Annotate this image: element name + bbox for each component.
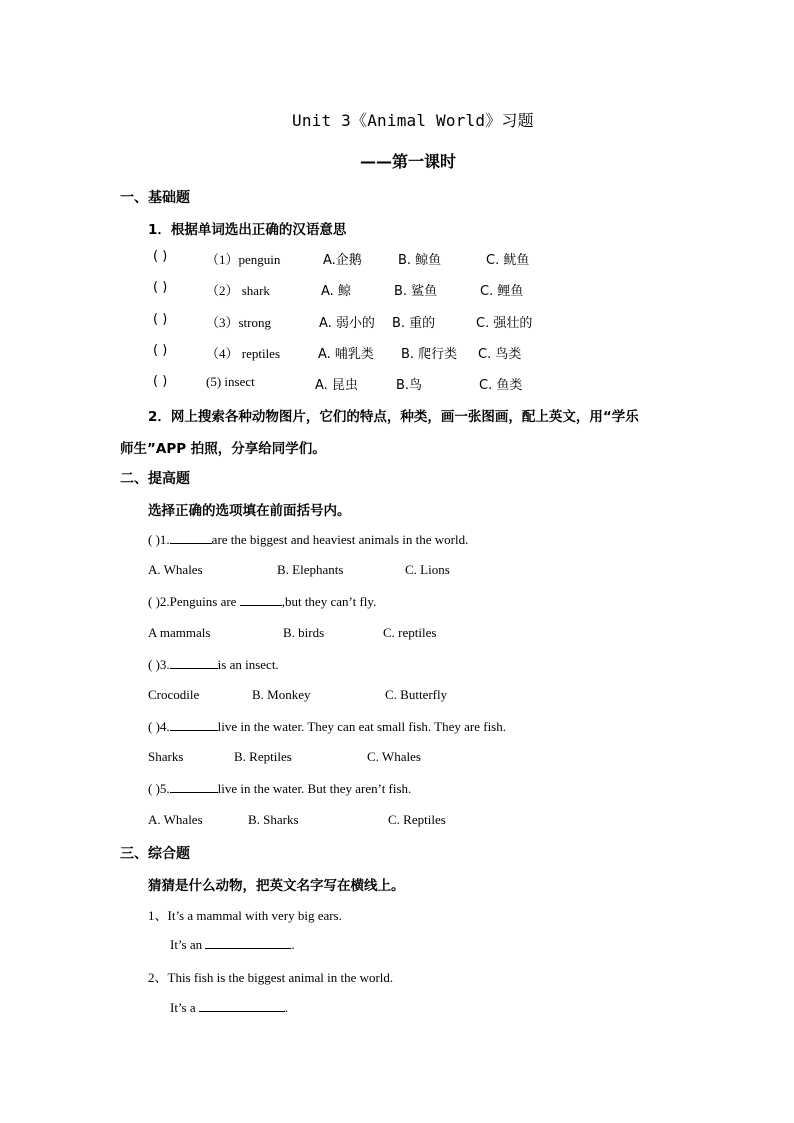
option-c: C. 强壮的 <box>476 316 533 331</box>
option-c: C. Whales <box>367 749 421 764</box>
answer-blank[interactable] <box>240 593 282 606</box>
option-c: C. 鱿鱼 <box>486 253 530 268</box>
option-a: A mammals <box>148 625 211 640</box>
answer-paren[interactable]: ( ) <box>153 374 168 389</box>
option-b: B. Elephants <box>277 562 344 577</box>
option-c: C. Lions <box>405 562 450 577</box>
page-subtitle: ——第一课时 <box>360 152 457 171</box>
option-a: A. 昆虫 <box>315 378 358 393</box>
guess-answer: It’s an . <box>170 937 295 952</box>
vocab-word: （3）strong <box>206 315 272 330</box>
guess-question: 2、This fish is the biggest animal in the world. <box>148 970 394 985</box>
mcq-question: ( )4. live in the water. They can eat small fish. They are fish. <box>148 719 506 734</box>
option-b: B. 鲨鱼 <box>394 284 438 299</box>
answer-paren[interactable]: ( ) <box>153 249 168 264</box>
guess-answer: It’s a . <box>170 1000 289 1015</box>
option-b: B. birds <box>283 625 325 640</box>
vocab-word: （1）penguin <box>206 252 281 267</box>
option-a: A. 哺乳类 <box>318 347 374 362</box>
vocab-word: （4） reptiles <box>206 346 281 361</box>
option-b: B. 鲸鱼 <box>398 253 442 268</box>
answer-paren[interactable]: ( ) <box>153 343 168 358</box>
option-b: B.鸟 <box>396 378 423 393</box>
option-b: B. Sharks <box>248 812 299 827</box>
guess-question: 1、It’s a mammal with very big ears. <box>148 908 342 923</box>
option-a: A. 弱小的 <box>319 316 375 331</box>
option-c: C. reptiles <box>383 625 437 640</box>
answer-blank[interactable] <box>205 936 291 949</box>
option-b: B. Monkey <box>252 687 311 702</box>
answer-paren[interactable]: ( ) <box>153 312 168 327</box>
mcq-question: ( )2.Penguins are ,but they can’t fly. <box>148 594 377 609</box>
option-a: Sharks <box>148 749 184 764</box>
section-heading-basic: 一、基础题 <box>120 190 190 206</box>
mcq-question: ( )5. live in the water. But they aren’t fish. <box>148 781 412 796</box>
option-c: C. 鸟类 <box>478 347 522 362</box>
answer-blank[interactable] <box>170 531 212 544</box>
answer-paren[interactable]: ( ) <box>153 280 168 295</box>
option-b: B. Reptiles <box>234 749 292 764</box>
option-c: C. Butterfly <box>385 687 448 702</box>
option-b: B. 爬行类 <box>401 347 458 362</box>
option-a: A.企鹅 <box>323 253 362 268</box>
section-heading-advanced: 二、提高题 <box>120 471 190 487</box>
option-a: Crocodile <box>148 687 200 702</box>
section-heading-comprehensive: 三、综合题 <box>120 846 190 862</box>
answer-blank[interactable] <box>170 718 218 731</box>
question-2-line-2: 师生”APP 拍照，分享给同学们。 <box>120 441 326 457</box>
option-c: C. 鲤鱼 <box>480 284 524 299</box>
option-a: A. Whales <box>148 562 203 577</box>
option-c: C. 鱼类 <box>479 378 523 393</box>
section-2-instruction: 选择正确的选项填在前面括号内。 <box>148 503 351 519</box>
option-c: C. Reptiles <box>388 812 446 827</box>
section-3-instruction: 猜猜是什么动物，把英文名字写在横线上。 <box>148 878 405 894</box>
answer-blank[interactable] <box>170 656 218 669</box>
question-1-title: 1．根据单词选出正确的汉语意思 <box>148 222 347 238</box>
vocab-word: （2） shark <box>206 283 270 298</box>
answer-blank[interactable] <box>170 780 218 793</box>
option-a: A. Whales <box>148 812 203 827</box>
mcq-question: ( )3. is an insect. <box>148 657 279 672</box>
option-a: A. 鲸 <box>321 284 351 299</box>
question-2-line-1: 2．网上搜索各种动物图片，它们的特点，种类，画一张图画，配上英文，用“学乐 <box>148 409 639 425</box>
answer-blank[interactable] <box>199 999 285 1012</box>
mcq-question: ( )1. are the biggest and heaviest animals in the world. <box>148 532 469 547</box>
option-b: B. 重的 <box>392 316 436 331</box>
vocab-word: (5) insect <box>206 374 255 389</box>
page-title: Unit 3《Animal World》习题 <box>292 111 534 130</box>
